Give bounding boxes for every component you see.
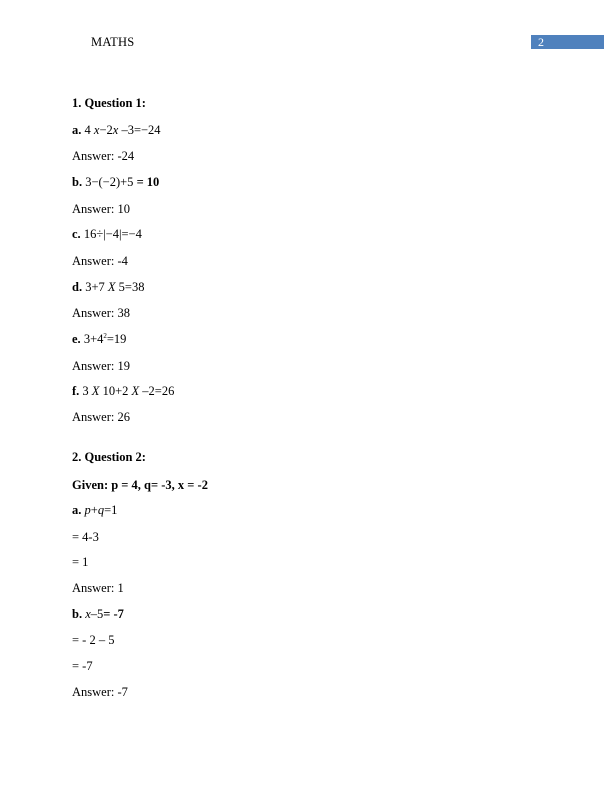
q2-a-step-1: = 4-3 (72, 530, 99, 544)
q1-a-expression: 4 x−2x –3=−24 (84, 123, 161, 137)
q2-b-answer: Answer: -7 (72, 685, 128, 699)
q1-e-expression: $3+4^2=19$ (83, 331, 127, 346)
q1-part-a (72, 122, 161, 138)
q1-b-answer: Answer: 10 (72, 202, 130, 216)
q1-a-answer: Answer: -24 (72, 149, 135, 163)
q2-a-answer: Answer: 1 (72, 581, 124, 595)
q2-b-expression: x–5 (85, 607, 104, 621)
q1-e-label: e. (72, 332, 81, 346)
q2-b-label: b. (72, 607, 83, 621)
q2-a-label: a. (72, 503, 82, 517)
q1-c-answer: Answer: -4 (72, 254, 128, 268)
q1-e-answer: Answer: 19 (72, 359, 130, 373)
q1-a-label: a. (72, 123, 82, 137)
q1-part-f (72, 383, 174, 399)
q2-part-b (72, 606, 124, 622)
q2-a-expression: p+q=1 (84, 503, 118, 517)
question-2-heading: 2. Question 2: (72, 450, 146, 464)
q1-d-label: d. (72, 280, 83, 294)
q2-b-step-2: = -7 (72, 659, 93, 673)
q2-b-result: = -7 (103, 607, 124, 621)
q1-f-label: f. (72, 384, 80, 398)
q1-b-result: = 10 (133, 175, 160, 189)
q1-c-label: c. (72, 227, 81, 241)
q1-d-expression: 3+7 X 5=38 (85, 280, 145, 294)
page-number: 2 (531, 35, 604, 49)
q2-part-a (72, 502, 117, 518)
q1-part-c (72, 226, 142, 242)
q1-b-expression: 3−(−2)+5 (85, 175, 134, 189)
q2-given-values: Given: p = 4, q= -3, x = -2 (72, 478, 208, 492)
q1-b-label: b. (72, 175, 83, 189)
q1-f-expression: 3 X 10+2 X –2=26 (82, 384, 175, 398)
q1-part-e (72, 331, 126, 347)
q1-part-d (72, 279, 144, 295)
running-header-title: MATHS (91, 35, 135, 49)
q1-c-expression: 16÷|−4|=−4 (83, 227, 142, 241)
q2-b-step-1: = - 2 – 5 (72, 633, 115, 647)
q1-part-b (72, 174, 159, 190)
q2-a-step-2: = 1 (72, 555, 89, 569)
q1-d-answer: Answer: 38 (72, 306, 130, 320)
question-1-heading: 1. Question 1: (72, 96, 146, 110)
q1-f-answer: Answer: 26 (72, 410, 130, 424)
